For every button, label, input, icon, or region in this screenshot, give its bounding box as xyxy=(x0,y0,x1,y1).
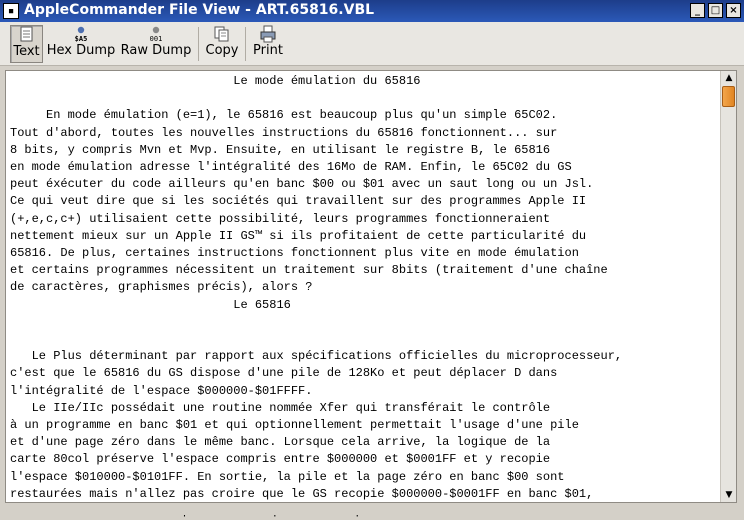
app-menu-icon[interactable]: ▪ xyxy=(3,3,19,19)
text-line xyxy=(10,90,718,107)
text-line: 8 bits, y compris Mvn et Mvp. Ensuite, en utilisant le registre B, le 65816 xyxy=(10,142,551,157)
title-bar[interactable] xyxy=(0,0,744,22)
text-line: 65816. De plus, certaines instructions fonctionnent plus vite en mode émulation xyxy=(10,246,579,261)
text-line: Tout d'abord, toutes les nouvelles instructions du 65816 fonctionnent... sur xyxy=(10,125,558,140)
scroll-down-icon[interactable]: ▼ xyxy=(725,490,733,500)
copy-icon xyxy=(203,25,241,43)
text-view-label: Text xyxy=(13,44,40,59)
text-line: peut éxécuter du code ailleurs qu'en banc $00 ou $01 avec un saut long ou un Jsl. xyxy=(10,177,594,192)
text-line: Le mode émulation du 65816 xyxy=(10,74,421,88)
toolbar xyxy=(0,22,744,66)
window-title: AppleCommander File View - ART.65816.VBL xyxy=(24,2,375,18)
toolbar-separator xyxy=(245,27,246,61)
text-line: c'est que le 65816 du GS dispose d'une pile de 128Ko et peut déplacer D dans xyxy=(10,366,558,381)
window-bottom-border xyxy=(0,505,744,515)
svg-text:$A5: $A5 xyxy=(74,35,88,43)
vertical-scrollbar[interactable] xyxy=(720,71,736,502)
minimize-button[interactable]: _ xyxy=(690,3,705,18)
text-line: (+,e,c,c+) utilisaient cette possibilité, leurs programmes fonctionneraient xyxy=(10,211,551,226)
text-line xyxy=(10,314,718,331)
text-line: Le 65816 xyxy=(10,297,291,312)
text-line: Le IIe/IIc possédait une routine nommée Xfer qui transférait le contrôle xyxy=(10,400,551,415)
maximize-button[interactable]: □ xyxy=(708,3,723,18)
hex-dump-icon xyxy=(46,25,116,43)
text-line: l'intégralité de l'espace $000000-$01FFFF. xyxy=(10,383,313,398)
raw-dump-icon xyxy=(119,25,193,43)
text-line: de caractères, graphismes précis), alors ? xyxy=(10,280,313,295)
svg-text:001: 001 xyxy=(149,35,163,43)
text-line: et d'une page zéro dans le même banc. Lorsque cela arrive, la logique de la xyxy=(10,435,551,450)
close-button[interactable]: × xyxy=(726,3,741,18)
text-view-button[interactable] xyxy=(10,25,43,63)
scroll-up-icon[interactable]: ▲ xyxy=(725,73,733,83)
copy-label: Copy xyxy=(205,43,239,58)
hex-dump-button[interactable] xyxy=(46,25,116,63)
text-line: restaurées mais n'allez pas croire que le GS recopie $000000-$0001FF en banc $01, xyxy=(10,486,594,501)
text-line: En mode émulation (e=1), le 65816 est beaucoup plus qu'un simple 65C02. xyxy=(10,108,558,123)
text-line xyxy=(10,331,718,348)
copy-button[interactable] xyxy=(203,25,241,63)
scroll-thumb[interactable] xyxy=(722,86,735,107)
text-line: carte 80col préserve l'espace compris entre $000000 et $0001FF et y recopie xyxy=(10,452,551,467)
text-line: Le Plus déterminant par rapport aux spécifications officielles du microprocesseur, xyxy=(10,349,623,364)
text-document-icon xyxy=(11,26,42,44)
printer-icon xyxy=(250,25,286,43)
text-line: à un programme en banc $01 et qui optionnellement permettait l'usage d'une pile xyxy=(10,418,579,433)
text-line: et certains programmes nécessitent un traitement sur 8bits (traitement d'une chaîne xyxy=(10,263,608,278)
document-text[interactable] xyxy=(10,73,718,520)
print-label: Print xyxy=(253,43,283,58)
raw-dump-button[interactable] xyxy=(119,25,193,63)
hex-dump-label: Hex Dump xyxy=(46,43,116,58)
toolbar-separator xyxy=(198,27,199,61)
file-content-viewer[interactable] xyxy=(5,70,737,503)
text-line: l'espace $010000-$0101FF. En sortie, la pile et la page zéro en banc $00 sont xyxy=(10,469,565,484)
text-line: Ce qui veut dire que si les sociétés qui travaillent sur des programmes Apple II xyxy=(10,194,587,209)
raw-dump-label: Raw Dump xyxy=(120,43,192,58)
print-button[interactable] xyxy=(250,25,286,63)
text-line: en mode émulation adresse l'intégralité des 16Mo de RAM. Enfin, le 65C02 du GS xyxy=(10,160,572,175)
text-line: nettement mieux sur un Apple II GS™ si ils profitaient de cette particularité du xyxy=(10,228,587,243)
